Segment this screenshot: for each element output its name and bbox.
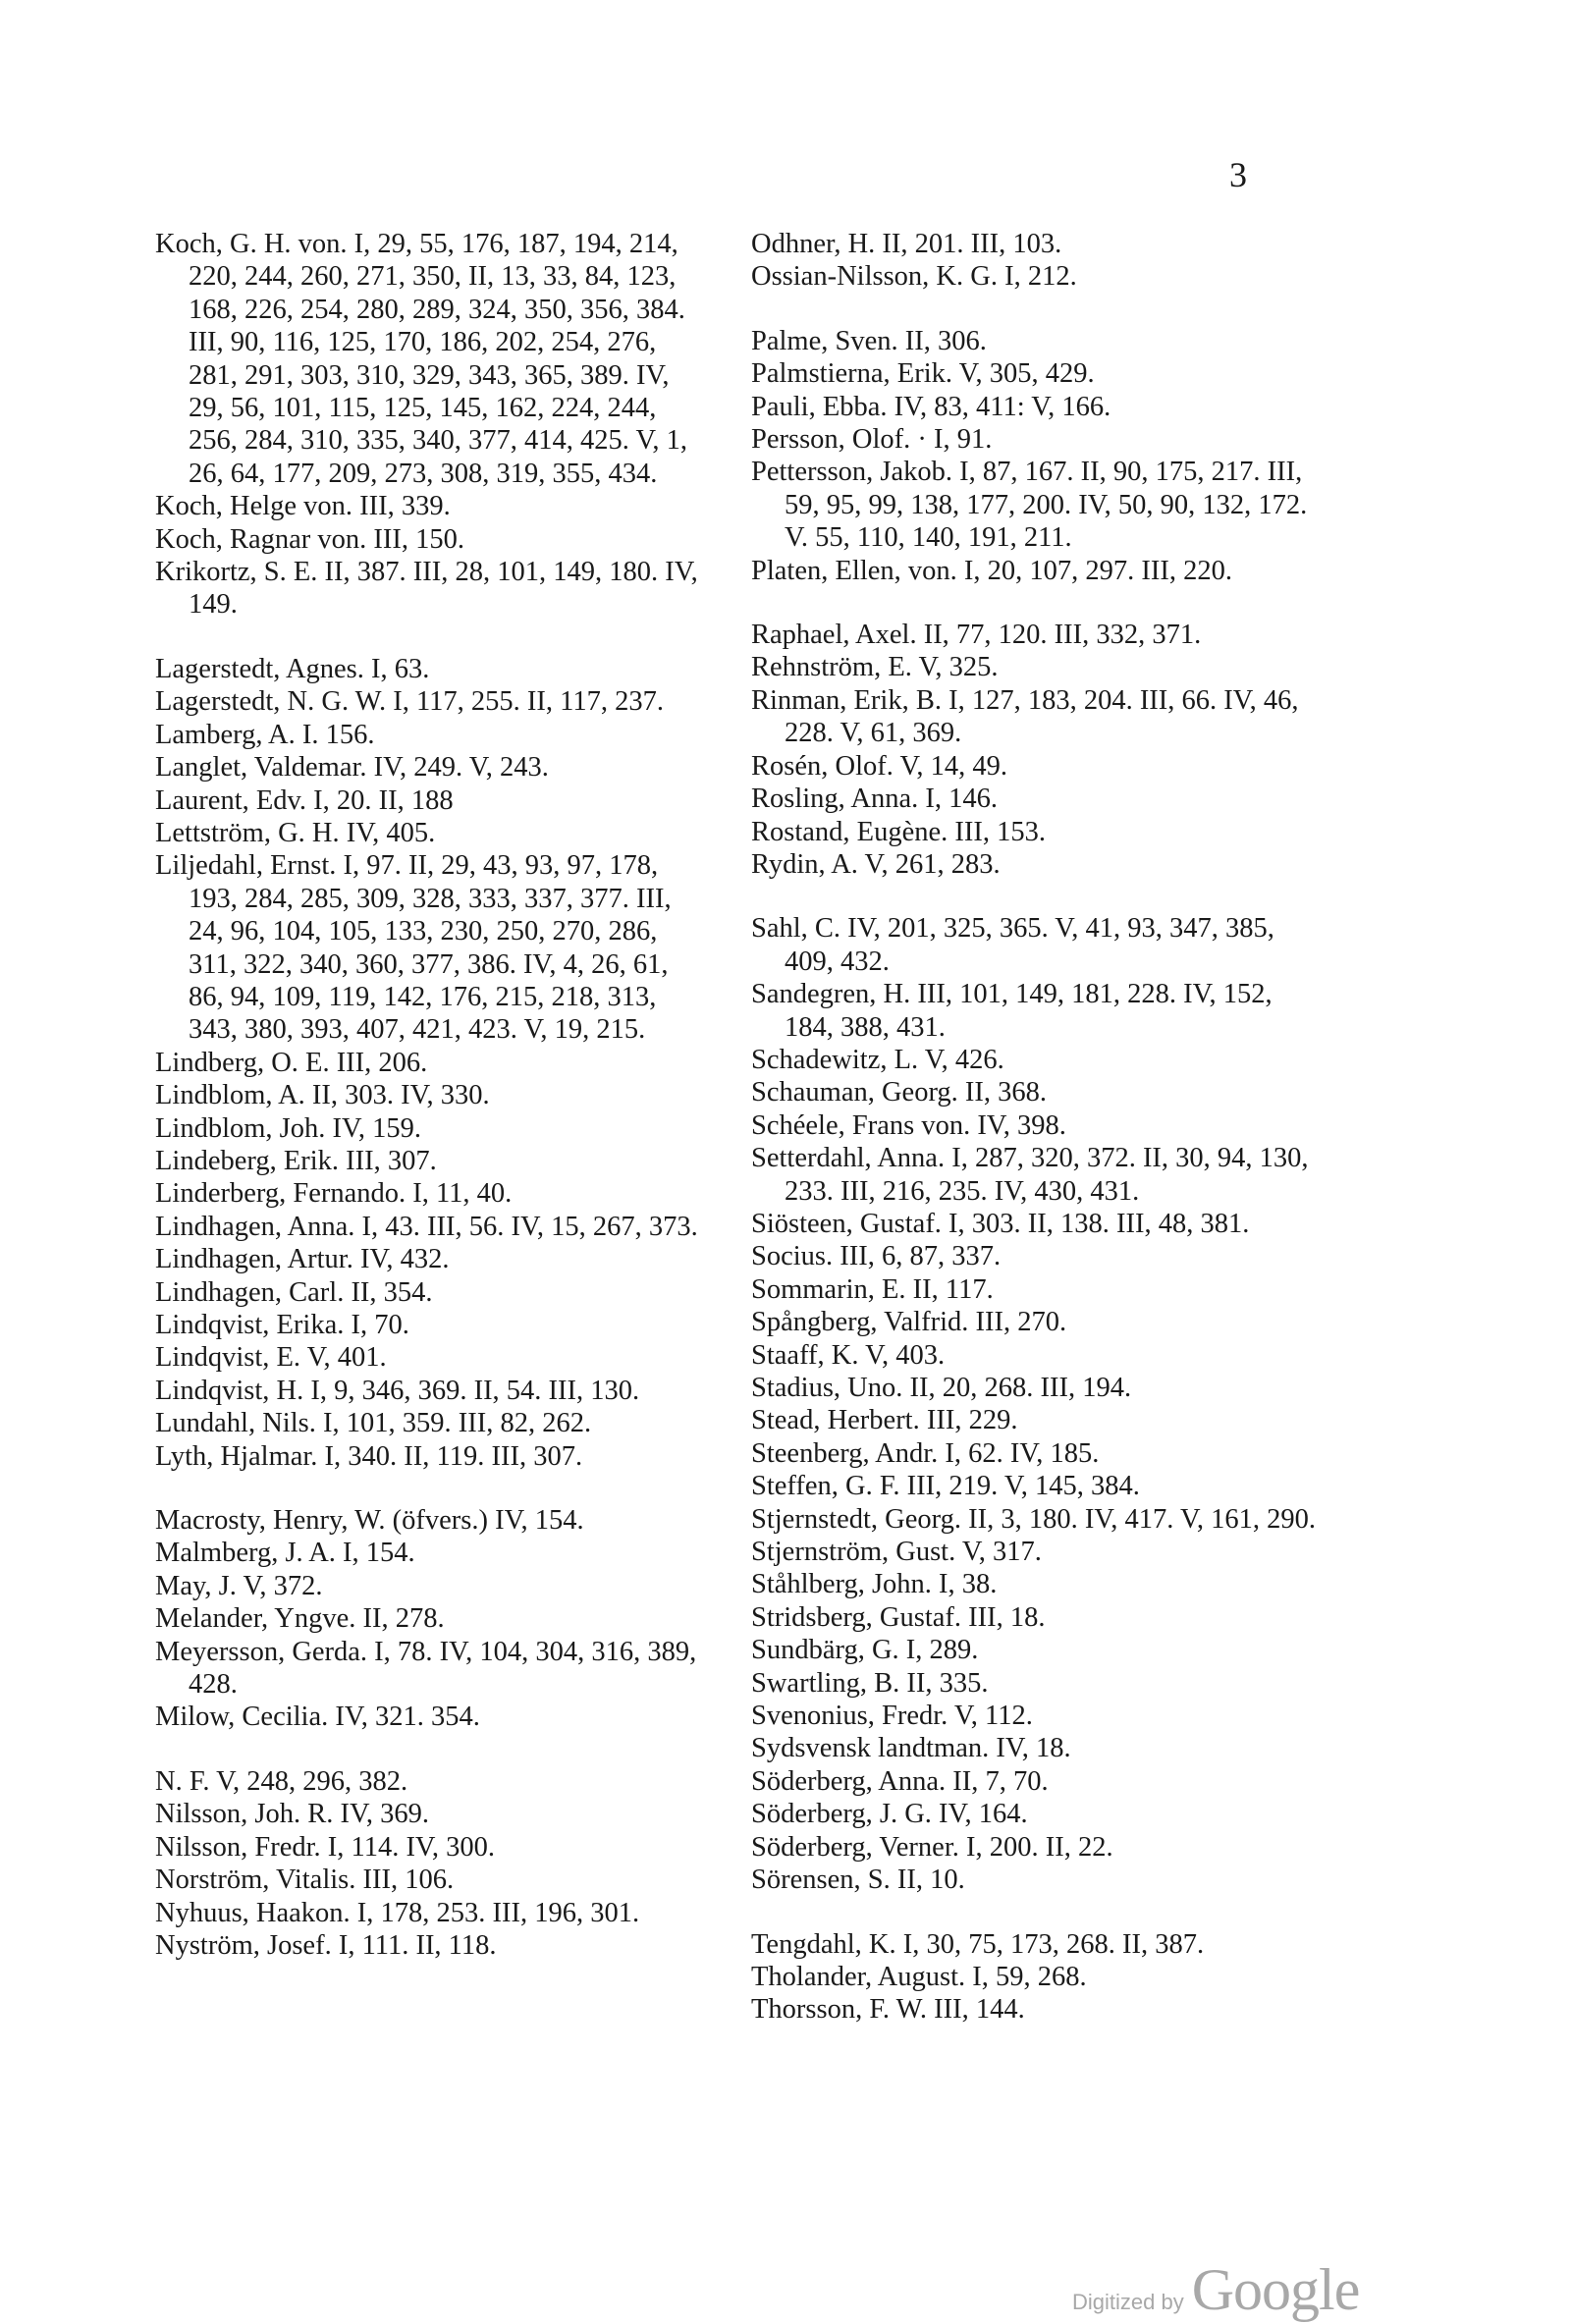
index-entry: Söderberg, Anna. II, 7, 70. <box>751 1765 1049 1797</box>
index-entry: Platen, Ellen, von. I, 20, 107, 297. III, 220. <box>751 555 1232 586</box>
index-entry: Palme, Sven. II, 306. <box>751 325 987 356</box>
index-entry: Swartling, B. II, 335. <box>751 1667 989 1699</box>
group-spacer <box>751 587 1316 619</box>
index-group-l <box>155 653 705 1473</box>
index-entry: Koch, G. H. von. I, 29, 55, 176, 187, 194, 214, 220, 244, 260, 271, 350, II, 13, 33, 84, 123, 168, 226, 254, 280, 289, 324, 350, 356, 384. III, 90, 116, 125, 170, 186, 202, 254, 276, 281, 291, 303, 310, 329, 343, 365, 389. IV, 29, 56, 101, 115, 125, 145, 162, 224, 244, 256, 284, 310, 335, 340, 377, 414, 425. V, 1, 26, 64, 177, 209, 273, 308, 319, 355, 434. <box>155 229 688 489</box>
index-entry: Liljedahl, Ernst. I, 97. II, 29, 43, 93, 97, 178, 193, 284, 285, 309, 328, 333, 337, 377. III, 24, 96, 104, 105, 133, 230, 250, 270, 286, 311, 322, 340, 360, 377, 386. IV, 4, 26, 61, 86, 94, 109, 119, 142, 176, 215, 218, 313, 343, 380, 393, 407, 421, 423. V, 19, 215. <box>155 850 672 1046</box>
index-group-t <box>751 1928 1316 2027</box>
google-logo: Google <box>1191 2257 1360 2322</box>
index-entry: Koch, Helge von. III, 339. <box>155 491 451 522</box>
index-entry: Rinman, Erik, B. I, 127, 183, 204. III, 66. IV, 46, 228. V, 61, 369. <box>751 684 1299 749</box>
index-column-right <box>751 228 1316 2027</box>
index-entry: Söderberg, Verner. I, 200. II, 22. <box>751 1831 1113 1863</box>
index-entry: Melander, Yngve. II, 278. <box>155 1603 445 1635</box>
index-entry: Schadewitz, L. V, 426. <box>751 1044 1004 1075</box>
index-entry: Koch, Ragnar von. III, 150. <box>155 523 465 555</box>
index-entry: Stridsberg, Gustaf. III, 18. <box>751 1601 1046 1633</box>
index-group-p <box>751 325 1316 587</box>
index-entry: Nilsson, Joh. R. IV, 369. <box>155 1799 429 1830</box>
index-entry: Tholander, August. I, 59, 268. <box>751 1961 1087 1992</box>
index-entry: Pauli, Ebba. IV, 83, 411: V, 166. <box>751 391 1111 422</box>
index-entry: Sundbärg, G. I, 289. <box>751 1635 979 1666</box>
index-entry: Macrosty, Henry, W. (öfvers.) IV, 154. <box>155 1505 584 1537</box>
index-entry: Meyersson, Gerda. I, 78. IV, 104, 304, 316, 389, 428. <box>155 1636 697 1701</box>
index-entry: Staaff, K. V, 403. <box>751 1339 946 1371</box>
index-entry: Lindhagen, Carl. II, 354. <box>155 1276 433 1308</box>
index-entry: Nyhuus, Haakon. I, 178, 253. III, 196, 301. <box>155 1897 640 1928</box>
index-entry: Lamberg, A. I. 156. <box>155 719 375 750</box>
index-entry: Palmstierna, Erik. V, 305, 429. <box>751 358 1095 390</box>
index-entry: Rostand, Eugène. III, 153. <box>751 816 1046 847</box>
index-entry: Lindqvist, H. I, 9, 346, 369. II, 54. III, 130. <box>155 1375 640 1406</box>
index-entry: Rehnström, E. V, 325. <box>751 652 999 683</box>
index-entry: Langlet, Valdemar. IV, 249. V, 243. <box>155 752 549 784</box>
index-entry: Spångberg, Valfrid. III, 270. <box>751 1307 1067 1338</box>
index-entry: Milow, Cecilia. IV, 321. 354. <box>155 1702 480 1733</box>
index-entry: Stjernstedt, Georg. II, 3, 180. IV, 417. V, 161, 290. <box>751 1503 1317 1535</box>
index-entry: Ståhlberg, John. I, 38. <box>751 1569 998 1600</box>
index-entry: Lindqvist, E. V, 401. <box>155 1342 387 1374</box>
index-group-s <box>751 912 1316 1896</box>
index-group-k <box>155 228 705 622</box>
digitized-by-watermark <box>1072 2256 1359 2324</box>
index-column-left <box>155 228 705 1962</box>
index-entry: Lyth, Hjalmar. I, 340. II, 119. III, 307. <box>155 1440 583 1472</box>
index-entry: Norström, Vitalis. III, 106. <box>155 1865 455 1896</box>
index-entry: Persson, Olof. · I, 91. <box>751 424 993 456</box>
index-entry: Nyström, Josef. I, 111. II, 118. <box>155 1929 497 1961</box>
group-spacer <box>155 1734 705 1765</box>
index-entry: Steffen, G. F. III, 219. V, 145, 384. <box>751 1471 1140 1502</box>
index-entry: Stead, Herbert. III, 229. <box>751 1405 1018 1436</box>
index-entry: N. F. V, 248, 296, 382. <box>155 1765 408 1797</box>
index-entry: Tengdahl, K. I, 30, 75, 173, 268. II, 387. <box>751 1928 1205 1960</box>
index-entry: Stadius, Uno. II, 20, 268. III, 194. <box>751 1373 1132 1403</box>
index-group-m <box>155 1504 705 1734</box>
index-entry: Rosling, Anna. I, 146. <box>751 784 998 815</box>
index-entry: Sörensen, S. II, 10. <box>751 1865 965 1896</box>
index-entry: Lindberg, O. E. III, 206. <box>155 1047 428 1078</box>
index-group-n <box>155 1765 705 1962</box>
index-group-o <box>751 228 1316 294</box>
index-entry: Krikortz, S. E. II, 387. III, 28, 101, 149, 180. IV, 149. <box>155 557 698 621</box>
index-entry: Steenberg, Andr. I, 62. IV, 185. <box>751 1437 1100 1469</box>
index-entry: Pettersson, Jakob. I, 87, 167. II, 90, 175, 217. III, 59, 95, 99, 138, 177, 200. IV, 50, 90, 132, 172. V. 55, 110, 140, 191, 211. <box>751 457 1308 554</box>
index-entry: Thorsson, F. W. III, 144. <box>751 1994 1025 2026</box>
index-entry: Lindeberg, Erik. III, 307. <box>155 1145 437 1176</box>
group-spacer <box>155 1473 705 1504</box>
index-entry: Lagerstedt, Agnes. I, 63. <box>155 653 430 684</box>
index-entry: Sandegren, H. III, 101, 149, 181, 228. IV, 152, 184, 388, 431. <box>751 979 1273 1043</box>
index-entry: Lundahl, Nils. I, 101, 359. III, 82, 262. <box>155 1408 592 1439</box>
index-entry: Nilsson, Fredr. I, 114. IV, 300. <box>155 1831 495 1863</box>
index-entry: Malmberg, J. A. I, 154. <box>155 1538 415 1569</box>
index-entry: Raphael, Axel. II, 77, 120. III, 332, 371. <box>751 620 1202 651</box>
index-entry: Sommarin, E. II, 117. <box>751 1273 994 1305</box>
group-spacer <box>751 881 1316 912</box>
index-entry: Lindblom, Joh. IV, 159. <box>155 1112 422 1144</box>
index-entry: Odhner, H. II, 201. III, 103. <box>751 229 1062 259</box>
index-entry: Lindhagen, Artur. IV, 432. <box>155 1244 450 1275</box>
index-entry: Lindqvist, Erika. I, 70. <box>155 1310 409 1340</box>
index-entry: Rydin, A. V, 261, 283. <box>751 848 1001 880</box>
page-number: 3 <box>1229 155 1247 194</box>
index-entry: Linderberg, Fernando. I, 11, 40. <box>155 1178 513 1210</box>
index-entry: Siösteen, Gustaf. I, 303. II, 138. III, 48, 381. <box>751 1208 1250 1239</box>
index-entry: Lagerstedt, N. G. W. I, 117, 255. II, 117, 237. <box>155 686 664 718</box>
group-spacer <box>155 622 705 653</box>
index-entry: Lindblom, A. II, 303. IV, 330. <box>155 1080 490 1111</box>
group-spacer <box>751 294 1316 325</box>
index-entry: Schéele, Frans von. IV, 398. <box>751 1109 1066 1141</box>
index-entry: Stjernström, Gust. V, 317. <box>751 1537 1042 1568</box>
index-entry: May, J. V, 372. <box>155 1570 323 1601</box>
index-entry: Lindhagen, Anna. I, 43. III, 56. IV, 15, 267, 373. <box>155 1211 698 1242</box>
index-entry: Laurent, Edv. I, 20. II, 188 <box>155 784 454 816</box>
index-entry: Rosén, Olof. V, 14, 49. <box>751 750 1008 782</box>
index-entry: Setterdahl, Anna. I, 287, 320, 372. II, 30, 94, 130, 233. III, 216, 235. IV, 430, 431. <box>751 1143 1309 1207</box>
index-entry: Schauman, Georg. II, 368. <box>751 1077 1048 1108</box>
index-entry: Socius. III, 6, 87, 337. <box>751 1241 1002 1272</box>
group-spacer <box>751 1897 1316 1928</box>
index-entry: Sahl, C. IV, 201, 325, 365. V, 41, 93, 347, 385, 409, 432. <box>751 913 1274 977</box>
index-entry: Ossian-Nilsson, K. G. I, 212. <box>751 261 1077 293</box>
index-entry: Söderberg, J. G. IV, 164. <box>751 1799 1028 1830</box>
index-entry: Lettström, G. H. IV, 405. <box>155 817 436 848</box>
index-entry: Sydsvensk landtman. IV, 18. <box>751 1733 1071 1764</box>
index-group-r <box>751 619 1316 881</box>
digitized-by-label: Digitized by <box>1072 2290 1184 2314</box>
index-entry: Svenonius, Fredr. V, 112. <box>751 1701 1033 1732</box>
